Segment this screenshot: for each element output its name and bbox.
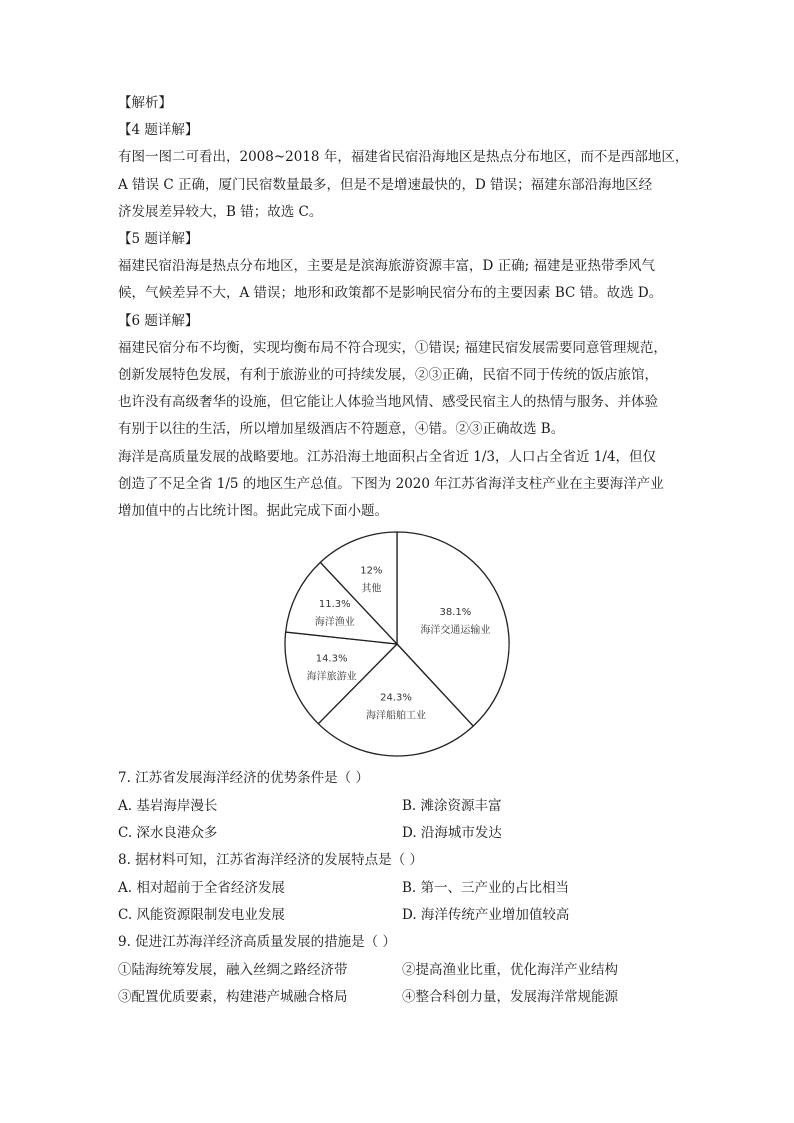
q6-title: 【6 题详解】 bbox=[118, 312, 199, 329]
analysis-section bbox=[118, 90, 698, 525]
q5-line: 候，气候差异不大，A 错误；地形和政策都不是影响民宿分布的主要因素 BC 错。故选 D。 bbox=[118, 285, 663, 302]
pie-category-label: 海洋交通运输业 bbox=[420, 625, 491, 637]
question-7-stem: 7. 江苏省发展海洋经济的优势条件是（ ） bbox=[118, 770, 369, 786]
q4-line: 济发展差异较大，B 错；故选 C。 bbox=[118, 203, 323, 220]
question-9-option: ④整合科创力量，发展海洋常规能源 bbox=[402, 989, 618, 1005]
question-8-stem: 8. 据材料可知，江苏省海洋经济的发展特点是（ ） bbox=[118, 852, 423, 868]
pie-category-label: 海洋旅游业 bbox=[306, 671, 357, 683]
question-7-option: D. 沿海城市发达 bbox=[402, 825, 502, 841]
pie-chart-svg bbox=[280, 527, 514, 761]
q6-line: 有别于以往的生活，所以增加星级酒店不符题意，④错。②③正确故选 B。 bbox=[118, 421, 565, 438]
question-9-option: ③配置优质要素，构建港产城融合格局 bbox=[118, 989, 348, 1005]
q6-line: 创新发展特色发展，有利于旅游业的可持续发展，②③正确，民宿不同于传统的饭店旅馆， bbox=[118, 367, 658, 384]
analysis-header: 【解析】 bbox=[118, 95, 172, 111]
question-8-option: C. 风能资源限制发电业发展 bbox=[118, 907, 285, 923]
pie-value-label: 38.1% bbox=[439, 607, 472, 619]
question-7-option: B. 滩涂资源丰富 bbox=[402, 798, 502, 814]
question-9-stem: 9. 促进江苏海洋经济高质量发展的措施是（ ） bbox=[118, 934, 396, 950]
pie-chart bbox=[280, 527, 514, 761]
pie-value-label: 12% bbox=[360, 565, 383, 577]
pie-category-label: 其他 bbox=[361, 583, 382, 595]
q4-title: 【4 题详解】 bbox=[118, 122, 199, 139]
question-7-option: C. 深水良港众多 bbox=[118, 825, 218, 841]
q6-line: 也许没有高级奢华的设施，但它能让人体验当地风情、感受民宿主人的热情与服务、并体验 bbox=[118, 394, 658, 411]
question-7-option: A. 基岩海岸漫长 bbox=[118, 798, 218, 814]
q6-line: 福建民宿分布不均衡，实现均衡布局不符合现实，①错误; 福建民宿发展需要同意管理规范， bbox=[118, 339, 667, 356]
pie-value-label: 14.3% bbox=[315, 653, 348, 665]
pie-category-label: 海洋渔业 bbox=[314, 617, 355, 629]
intro-line: 海洋是高质量发展的战略要地。江苏沿海土地面积占全省近 1/3，人口占全省近 1/4，但仅 bbox=[118, 448, 657, 465]
intro-line: 创造了不足全省 1/5 的地区生产总值。下图为 2020 年江苏省海洋支柱产业在主要海洋产业 bbox=[118, 475, 664, 492]
pie-value-label: 24.3% bbox=[380, 692, 412, 704]
question-9-option: ①陆海统筹发展，融入丝绸之路经济带 bbox=[118, 962, 348, 978]
question-8-option: D. 海洋传统产业增加值较高 bbox=[402, 907, 570, 923]
pie-category-label: 海洋船舶工业 bbox=[366, 710, 426, 722]
q5-title: 【5 题详解】 bbox=[118, 231, 199, 248]
q4-line: A 错误 C 正确，厦门民宿数量最多，但是不是增速最快的，D 错误；福建东部沿海地区经 bbox=[118, 176, 653, 193]
question-8-option: B. 第一、三产业的占比相当 bbox=[402, 880, 570, 896]
q4-line: 有图一图二可看出，2008~2018 年，福建省民宿沿海地区是热点分布地区，而不是西部地区， bbox=[118, 149, 689, 166]
intro-line: 增加值中的占比统计图。据此完成下面小题。 bbox=[118, 503, 388, 520]
question-9-option: ②提高渔业比重，优化海洋产业结构 bbox=[402, 962, 618, 978]
question-8-option: A. 相对超前于全省经济发展 bbox=[118, 880, 285, 896]
q5-line: 福建民宿沿海是热点分布地区，主要是是滨海旅游资源丰富，D 正确; 福建是亚热带季风气 bbox=[118, 258, 655, 275]
pie-value-label: 11.3% bbox=[318, 599, 351, 611]
